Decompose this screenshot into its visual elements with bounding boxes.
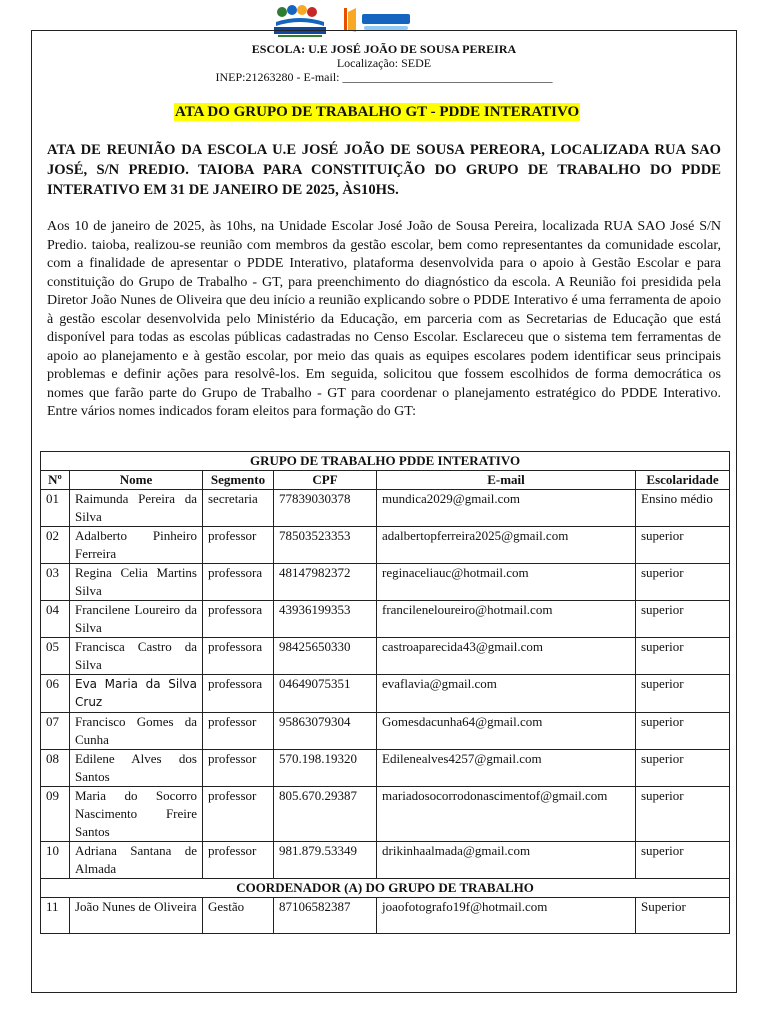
column-header: E-mail bbox=[377, 471, 636, 490]
column-header: Segmento bbox=[203, 471, 274, 490]
table-cell-n: 11 bbox=[41, 898, 70, 934]
table-cell-email: Gomesdacunha64@gmail.com bbox=[377, 713, 636, 750]
table-cell-cpf: 78503523353 bbox=[274, 527, 377, 564]
table-cell-escolaridade: superior bbox=[636, 713, 730, 750]
table-cell-cpf: 805.670.29387 bbox=[274, 787, 377, 842]
table-cell-segmento: professor bbox=[203, 750, 274, 787]
table-cell-escolaridade: superior bbox=[636, 527, 730, 564]
table-cell-nome: Francilene Loureiro da Silva bbox=[70, 601, 203, 638]
table-cell-escolaridade: Ensino médio bbox=[636, 490, 730, 527]
table-cell-n: 05 bbox=[41, 638, 70, 675]
table-cell-segmento: professora bbox=[203, 564, 274, 601]
table-cell-n: 06 bbox=[41, 675, 70, 713]
table-cell-escolaridade: superior bbox=[636, 750, 730, 787]
table-cell-segmento: professor bbox=[203, 527, 274, 564]
table-cell-nome: Edilene Alves dos Santos bbox=[70, 750, 203, 787]
table-cell-escolaridade: Superior bbox=[636, 898, 730, 934]
column-header: Nº bbox=[41, 471, 70, 490]
table-cell-n: 03 bbox=[41, 564, 70, 601]
table-cell-email: castroaparecida43@gmail.com bbox=[377, 638, 636, 675]
table-cell-escolaridade: superior bbox=[636, 638, 730, 675]
school-location: Localização: SEDE bbox=[336, 56, 432, 70]
table-row bbox=[41, 713, 730, 750]
table-cell-escolaridade: superior bbox=[636, 675, 730, 713]
table-cell-segmento: professora bbox=[203, 601, 274, 638]
table-cell-email: Edilenealves4257@gmail.com bbox=[377, 750, 636, 787]
table-cell-segmento: secretaria bbox=[203, 490, 274, 527]
table-cell-email: joaofotografo19f@hotmail.com bbox=[377, 898, 636, 934]
body-paragraph: Aos 10 de janeiro de 2025, às 10hs, na Unidade Escolar José João de Sousa Pereira, localizada RUA SAO José S/N Predio. taioba, realizou-se reunião com membros da gestão escolar, bem como representantes da comunidade escolar, com a finalidade de apresentar o PDDE Interativo, plataforma desenvolvida para o apoio à Gestão Escolar e para constituição do Grupo de Trabalho - GT, para preenchimento do diagnóstico da escola. A Reunião foi presidida pela Diretor João Nunes de Oliveira que deu início a reunião explicando sobre o PDDE Interativo é uma ferramenta de apoio à gestão escolar desenvolvida pelo Ministério da Educação, em parceria com as Secretarias de Educação que está disponível para todas as escolas públicas cadastradas no Censo Escolar. Esclareceu que o sistema tem ferramentas de apoio ao planejamento e à gestão escolar, por meio das quais as equipes escolares podem identificar seus principais problemas e definir ações para resolvê-los. Em seguida, solicitou que fossem escolhidos de forma democrática os nomes que farão parte do Grupo de Trabalho - GT para coordenar o planejamento estratégico do PDDE Interativo. Entre vários nomes indicados foram eleitos para formação do GT: bbox=[47, 219, 721, 419]
table-cell-email: reginaceliauc@hotmail.com bbox=[377, 564, 636, 601]
table-cell-cpf: 570.198.19320 bbox=[274, 750, 377, 787]
table-cell-n: 09 bbox=[41, 787, 70, 842]
table-cell-segmento: professora bbox=[203, 638, 274, 675]
table-header-row bbox=[41, 471, 730, 490]
table-cell-escolaridade: superior bbox=[636, 601, 730, 638]
table-cell-nome: Maria do Socorro Nascimento Freire Santos bbox=[70, 787, 203, 842]
column-header: Escolaridade bbox=[636, 471, 730, 490]
table-cell-nome: Eva Maria da Silva Cruz bbox=[70, 675, 203, 713]
table-cell-segmento: professora bbox=[203, 675, 274, 713]
table-row bbox=[41, 601, 730, 638]
table-cell-cpf: 04649075351 bbox=[274, 675, 377, 713]
table-cell-n: 10 bbox=[41, 842, 70, 879]
table-cell-cpf: 43936199353 bbox=[274, 601, 377, 638]
table-cell-nome: Adriana Santana de Almada bbox=[70, 842, 203, 879]
table-row bbox=[41, 638, 730, 675]
table-cell-nome: Francisca Castro da Silva bbox=[70, 638, 203, 675]
table-cell-segmento: professor bbox=[203, 713, 274, 750]
table-cell-n: 01 bbox=[41, 490, 70, 527]
table-cell-cpf: 981.879.53349 bbox=[274, 842, 377, 879]
table-cell-nome: Regina Celia Martins Silva bbox=[70, 564, 203, 601]
school-inep: INEP:21263280 - E-mail: ___________________________________ bbox=[215, 70, 553, 84]
school-name: ESCOLA: U.E JOSÉ JOÃO DE SOUSA PEREIRA bbox=[251, 42, 517, 56]
table-cell-n: 02 bbox=[41, 527, 70, 564]
table-cell-cpf: 87106582387 bbox=[274, 898, 377, 934]
table-row bbox=[41, 898, 730, 934]
table-row bbox=[41, 490, 730, 527]
table-cell-cpf: 77839030378 bbox=[274, 490, 377, 527]
table-cell-escolaridade: superior bbox=[636, 564, 730, 601]
table-cell-escolaridade: superior bbox=[636, 787, 730, 842]
table-cell-nome: Adalberto Pinheiro Ferreira bbox=[70, 527, 203, 564]
table-cell-segmento: professor bbox=[203, 842, 274, 879]
table-cell-n: 08 bbox=[41, 750, 70, 787]
column-header: Nome bbox=[70, 471, 203, 490]
table-cell-segmento: professor bbox=[203, 787, 274, 842]
table-row bbox=[41, 527, 730, 564]
table-cell-cpf: 98425650330 bbox=[274, 638, 377, 675]
gt-members-table bbox=[40, 451, 730, 934]
table-row bbox=[41, 787, 730, 842]
table-cell-n: 04 bbox=[41, 601, 70, 638]
table-cell-escolaridade: superior bbox=[636, 842, 730, 879]
table-row bbox=[41, 675, 730, 713]
table-row bbox=[41, 564, 730, 601]
table-cell-email: francileneloureiro@hotmail.com bbox=[377, 601, 636, 638]
table-cell-cpf: 95863079304 bbox=[274, 713, 377, 750]
table-cell-nome: Raimunda Pereira da Silva bbox=[70, 490, 203, 527]
table-cell-segmento: Gestão bbox=[203, 898, 274, 934]
document-title: ATA DO GRUPO DE TRABALHO GT - PDDE INTERATIVO bbox=[175, 104, 580, 120]
table-cell-nome: Francisco Gomes da Cunha bbox=[70, 713, 203, 750]
column-header: CPF bbox=[274, 471, 377, 490]
table-cell-email: drikinhaalmada@gmail.com bbox=[377, 842, 636, 879]
coordinator-section-title: COORDENADOR (A) DO GRUPO DE TRABALHO bbox=[41, 879, 730, 898]
table-cell-n: 07 bbox=[41, 713, 70, 750]
table-cell-email: adalbertopferreira2025@gmail.com bbox=[377, 527, 636, 564]
lead-paragraph: ATA DE REUNIÃO DA ESCOLA U.E JOSÉ JOÃO DE SOUSA PEREORA, LOCALIZADA RUA SAO JOSÉ, S/N PREDIO. TAIOBA PARA CONSTITUIÇÃO DO GRUPO DE TRABALHO DO PDDE INTERATIVO EM 31 DE JANEIRO DE 2025, ÀS10HS. bbox=[47, 142, 721, 198]
table-cell-email: evaflavia@gmail.com bbox=[377, 675, 636, 713]
table-cell-nome: João Nunes de Oliveira bbox=[70, 898, 203, 934]
table-cell-cpf: 48147982372 bbox=[274, 564, 377, 601]
table-row bbox=[41, 750, 730, 787]
table-row bbox=[41, 842, 730, 879]
table-cell-email: mundica2029@gmail.com bbox=[377, 490, 636, 527]
table-section-title: GRUPO DE TRABALHO PDDE INTERATIVO bbox=[41, 452, 730, 471]
table-cell-email: mariadosocorrodonascimentof@gmail.com bbox=[377, 787, 636, 842]
